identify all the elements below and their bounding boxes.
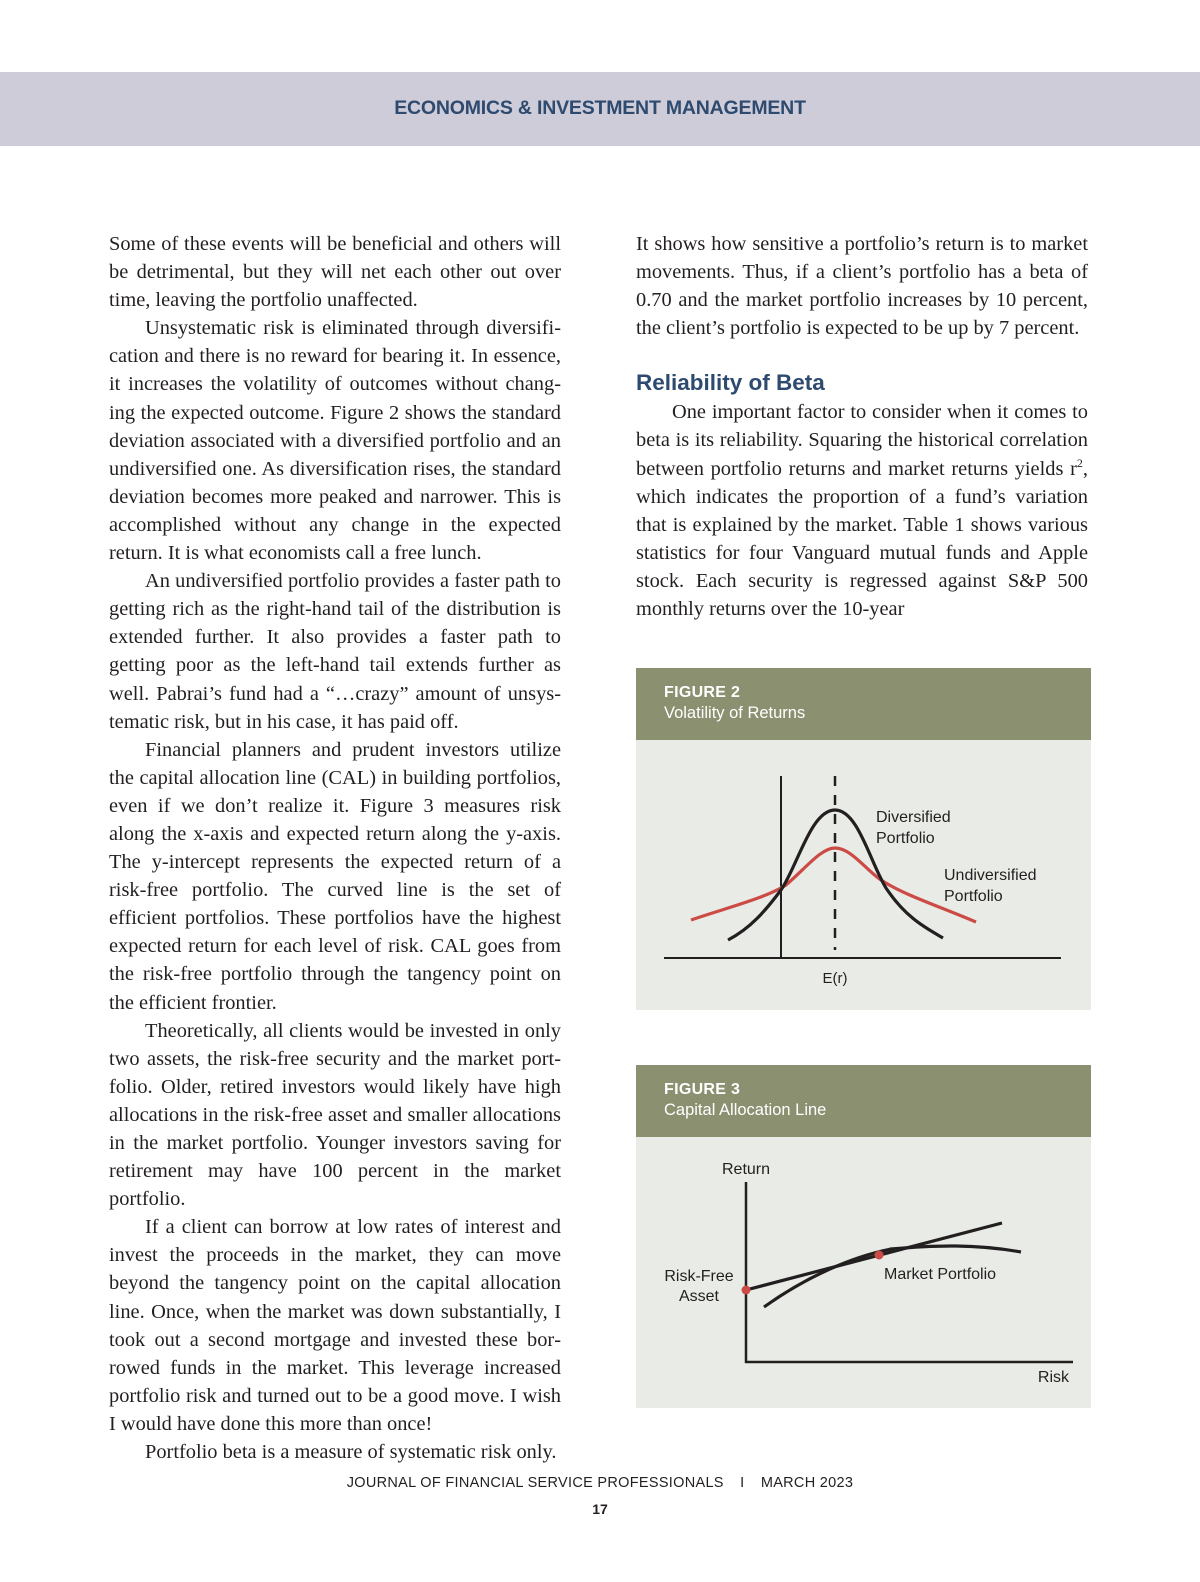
figure-3-caption: Capital Allocation Line (664, 1101, 827, 1119)
footer-separator: I (740, 1475, 745, 1491)
figure-2-header (636, 668, 1091, 740)
body-paragraph: If a client can borrow at low rates of interest and invest the proceeds in the market, they can move beyond the tangency point on the capital allocation line. Once, when the market was down substantially, I took out a second mortgage and invested these borrowed funds in the market. This leverage increased portfolio risk and turned out to be a good move. I wish I would have done this more than once! (109, 1216, 561, 1435)
superscript: 2 (1076, 455, 1083, 470)
section-heading: Reliability of Beta (636, 370, 825, 396)
body-paragraph: Unsystematic risk is eliminated through diversification and there is no reward for bearing it. In essence, it increases the volatility of outcomes without changing the expected outcome. Figure 2 shows the standard deviation associated with a diversified portfolio and an undiversified one. As diversification rises, the standard deviation becomes more peaked and narrower. This is accomplished without any change in the expected return. It is what economists call a free lunch. (109, 317, 561, 565)
market-portfolio-label: Market Portfolio (884, 1266, 997, 1283)
body-paragraph: It shows how sensitive a portfolio’s return is to market movements. Thus, if a client’s portfolio has a beta of 0.70 and the market portfolio increases by 10 percent, the client’s portfolio is expected to be up by 7 percent. (636, 233, 1088, 340)
left-column (109, 230, 561, 1466)
right-column (636, 230, 1088, 623)
undiversified-label-line2: Portfolio (944, 888, 1003, 905)
figure-3 (636, 1065, 1091, 1408)
footer-issue: MARCH 2023 (760, 1475, 854, 1491)
page-number: 17 (592, 1501, 608, 1517)
footer-journal-line (0, 1475, 1200, 1491)
body-paragraph: Portfolio beta is a measure of systematic risk only. (145, 1441, 557, 1464)
figure-2-label: FIGURE 2 (664, 684, 741, 701)
undiversified-curve (691, 848, 976, 922)
figure-3-chart (636, 1137, 1091, 1408)
risk-free-point (742, 1286, 751, 1295)
diversified-label-line2: Portfolio (876, 830, 935, 847)
x-axis-label: Risk (1037, 1369, 1069, 1386)
figure-2-caption: Volatility of Returns (664, 704, 806, 722)
body-paragraph: An undiversified portfolio provides a faster path to getting rich as the right-hand tail of the distribution is extended further. It also provides a faster path to getting poor as the left-hand tail extends further as well. Pabrai’s fund had a “…crazy” amount of unsystematic risk, but in his case, it has paid off. (109, 570, 561, 733)
paragraph-text: , which indicates the proportion of a fund’s variation that is explained by the market. Table 1 shows various statistics for four Vanguard mutual funds and Apple stock. Each security is regressed against S&P 500 monthly returns over the 10-year (636, 457, 1088, 621)
body-paragraph: Theoretically, all clients would be invested in only two assets, the risk-free security and the market portfolio. Older, retired investors would likely have high allocations in the risk-free asset and smaller allocations in the market portfolio. Younger investors saving for retirement may have 100 percent in the market portfolio. (109, 1019, 561, 1211)
body-paragraph (636, 398, 1088, 623)
paragraph-text: One important factor to consider when it comes to beta is its reliability. Squaring the historical correlation between portfolio returns and market returns yields r (636, 401, 1088, 480)
body-paragraph: Some of these events will be beneficial and others will be detrimental, but they will net each other out over time, leaving the portfolio unaffected. (109, 233, 561, 312)
figure-3-label: FIGURE 3 (664, 1081, 741, 1098)
risk-free-label-line1: Risk-Free (664, 1268, 734, 1285)
body-paragraph: Financial planners and prudent investors utilize the capital allocation line (CAL) in building portfolios, even if we don’t realize it. Figure 3 measures risk along the x-axis and expected return along the y-axis. The y-intercept represents the expected return of a risk-free portfolio. The curved line is the set of efficient portfolios. These portfolios have the highest expected return for each level of risk. CAL goes from the risk-free portfolio through the tangency point on the efficient frontier. (109, 738, 561, 1014)
y-axis-label: Return (721, 1161, 771, 1178)
x-axis-label: E(r) (822, 970, 848, 987)
footer-journal: JOURNAL OF FINANCIAL SERVICE PROFESSIONALS (346, 1475, 724, 1491)
risk-free-label-line2: Asset (678, 1288, 720, 1305)
diversified-label-line1: Diversified (876, 809, 951, 826)
figure-2-chart (636, 740, 1091, 1010)
section-title: ECONOMICS & INVESTMENT MANAGEMENT (394, 97, 806, 119)
figure-3-header (636, 1065, 1091, 1137)
market-portfolio-point (875, 1251, 884, 1260)
undiversified-label-line1: Undiversified (944, 867, 1037, 884)
figure-2 (636, 668, 1091, 1010)
